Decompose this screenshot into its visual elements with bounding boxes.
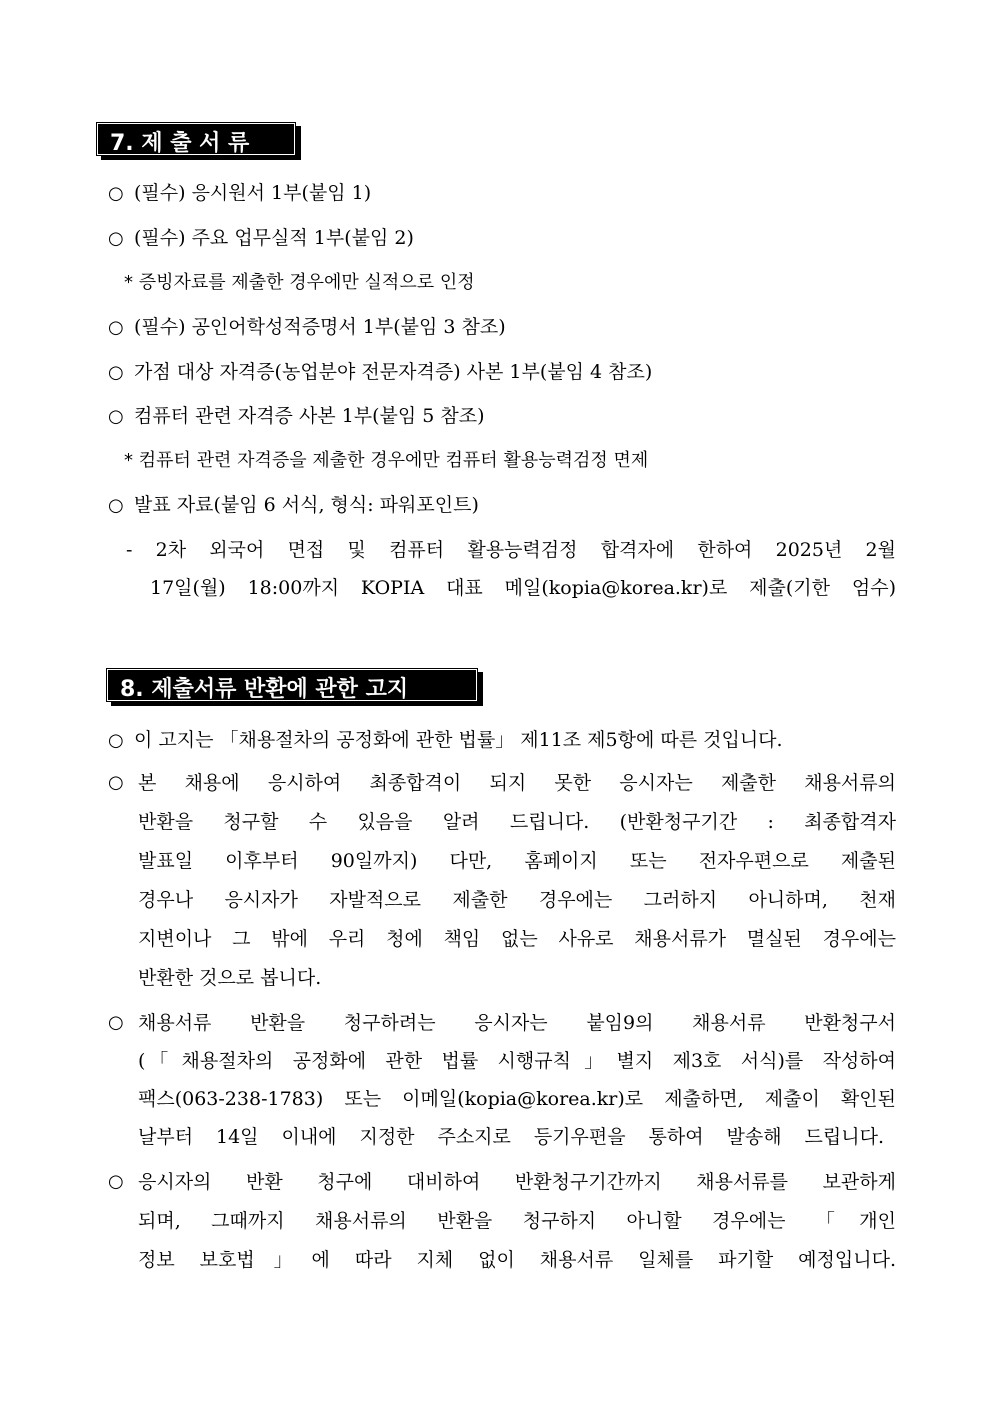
section-8-heading-text: 8. 제출서류 반환에 관한 고지 <box>120 677 409 702</box>
item-language-cert: ○ (필수) 공인어학성적증명서 1부(붙임 3 참조) <box>108 316 506 338</box>
bullet-icon: ○ <box>108 183 124 204</box>
bullet-icon: ○ <box>108 772 124 793</box>
para-request-line-1: 채용서류 반환을 청구하려는 응시자는 붙임9의 채용서류 반환청구서 <box>138 1012 896 1034</box>
bullet-icon: ○ <box>108 1012 124 1033</box>
para-request-line-3: 팩스(063-238-1783) 또는 이메일(kopia@korea.kr)로 제출하면, 제출이 확인된 <box>138 1088 896 1110</box>
bullet-icon: ○ <box>108 730 124 751</box>
bullet-icon: ○ <box>108 317 124 338</box>
bullet-icon: ○ <box>108 495 124 516</box>
bullet-icon: ○ <box>108 362 124 383</box>
para-return-right-line-1: 본 채용에 응시하여 최종합격이 되지 못한 응시자는 제출한 채용서류의 <box>138 772 896 794</box>
para-retention-line-1: 응시자의 반환 청구에 대비하여 반환청구기간까지 채용서류를 보관하게 <box>138 1171 896 1193</box>
item-presentation: ○ 발표 자료(붙임 6 서식, 형식: 파워포인트) <box>108 494 479 516</box>
item-computer-license: ○ 컴퓨터 관련 자격증 사본 1부(붙임 5 참조) <box>108 405 485 427</box>
item-work-record: ○ (필수) 주요 업무실적 1부(붙임 2) <box>108 227 414 249</box>
para-return-right-line-4: 경우나 응시자가 자발적으로 제출한 경우에는 그러하지 아니하며, 천재 <box>138 889 896 911</box>
para-request-line-4: 날부터 14일 이내에 지정한 주소지로 등기우편을 통하여 발송해 드립니다. <box>138 1126 884 1148</box>
note-evidence: * 증빙자료를 제출한 경우에만 실적으로 인정 <box>124 272 475 293</box>
bullet-icon: ○ <box>108 406 124 427</box>
note-computer-exempt: * 컴퓨터 관련 자격증을 제출한 경우에만 컴퓨터 활용능력검정 면제 <box>124 450 649 471</box>
para-return-right-line-3: 발표일 이후부터 90일까지) 다만, 홈페이지 또는 전자우편으로 제출된 <box>138 850 896 872</box>
bullet-icon: ○ <box>108 228 124 249</box>
para-notice-basis: ○ 이 고지는 「채용절차의 공정화에 관한 법률」 제11조 제5항에 따른 것입니다. <box>108 729 783 751</box>
item-bonus-license: ○ 가점 대상 자격증(농업분야 전문자격증) 사본 1부(붙임 4 참조) <box>108 361 653 383</box>
para-return-right-line-5: 지변이나 그 밖에 우리 청에 책임 없는 사유로 채용서류가 멸실된 경우에는 <box>138 928 896 950</box>
sub-deadline-line-2: 17일(월) 18:00까지 KOPIA 대표 메일(kopia@korea.kr)로 제출(기한 엄수) <box>150 577 896 599</box>
para-retention-line-2: 되며, 그때까지 채용서류의 반환을 청구하지 아니할 경우에는 「개인 <box>138 1210 896 1232</box>
section-7-heading-text: 7. 제 출 서 류 <box>110 131 250 156</box>
sub-deadline-line-1: - 2차 외국어 면접 및 컴퓨터 활용능력검정 합격자에 한하여 2025년 2월 <box>126 539 896 561</box>
section-7-heading <box>96 122 296 156</box>
para-request-line-2: (「채용절차의 공정화에 관한 법률 시행규칙」별지 제3호 서식)를 작성하여 <box>138 1050 896 1072</box>
section-8-heading <box>106 668 478 702</box>
para-return-right-line-6: 반환한 것으로 봅니다. <box>138 967 322 989</box>
para-return-right-line-2: 반환을 청구할 수 있음을 알려 드립니다. (반환청구기간 : 최종합격자 <box>138 811 896 833</box>
item-application-form: ○ (필수) 응시원서 1부(붙임 1) <box>108 182 372 204</box>
bullet-icon: ○ <box>108 1171 124 1192</box>
para-retention-line-3: 정보 보호법」에 따라 지체 없이 채용서류 일체를 파기할 예정입니다. <box>138 1249 896 1271</box>
